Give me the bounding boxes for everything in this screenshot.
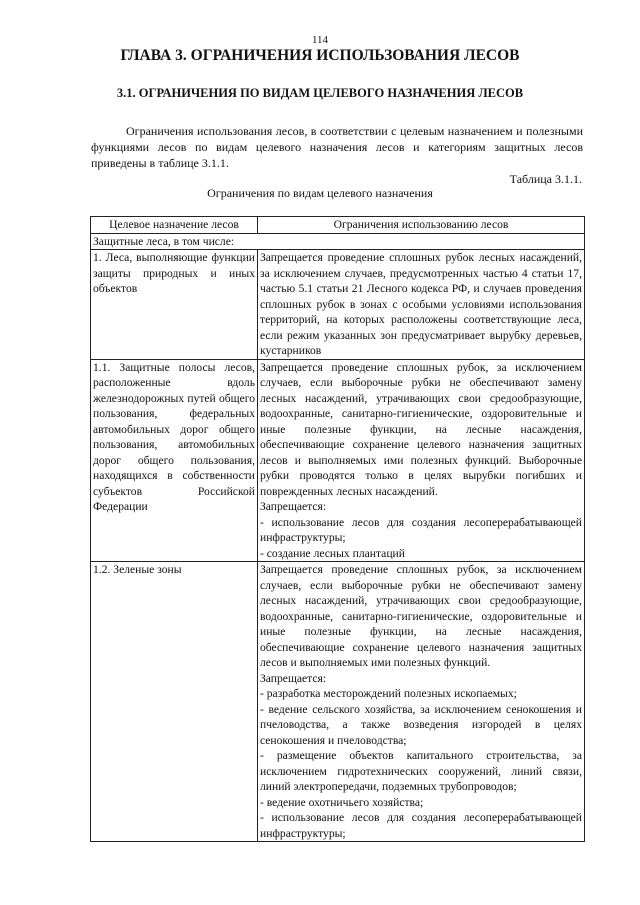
table-label: Таблица 3.1.1. [509, 172, 582, 186]
restriction-text: Запрещается проведение сплошных рубок, за исключением случаев, если выборочные рубки не обеспечивают замену лесных насаждений, утрачивающих свои средообразующие, водоохранные, санитарно-гигиенические, оздоровительные и иные полезные функции, на лесные насаждения, обеспечивающие сохранение целевого назначения защитных лесов и выполняемых ими полезных функций. Выборочные рубки проводятся только в целях вырубки погибших и поврежденных лесных насаждений. [260, 360, 582, 498]
header-restrictions: Ограничения использованию лесов [258, 217, 585, 234]
restriction-text: - создание лесных плантаций [260, 546, 405, 560]
restriction-text: Запрещается проведение сплошных рубок, за исключением случаев, если выборочные рубки не обеспечивают замену лесных насаждений, утрачивающих свои средообразующие, водоохранные, санитарно-гигиенические, оздоровительные и иные полезные функции, на лесные насаждения, обеспечивающие сохранение целевого назначения защитных лесов и выполняемых ими полезных функций. [260, 563, 582, 669]
restriction-text: - использование лесов для создания лесоперерабатывающей инфраструктуры; [260, 515, 582, 544]
restriction-text: Запрещается: [260, 500, 327, 513]
restrictions-cell [258, 562, 585, 842]
restrictions-cell [258, 250, 585, 360]
page-number: 114 [311, 34, 329, 46]
restriction-text: - ведение охотничьего хозяйства; [260, 795, 424, 809]
header-purpose: Целевое назначение лесов [91, 217, 258, 234]
table-row [91, 359, 585, 562]
restriction-text: - размещение объектов капитального строительства, за исключением гидротехнических сооружений, линий связи, линий электропередачи, подземных трубопроводов; [260, 749, 582, 793]
table-row [91, 562, 585, 842]
table-header-row [91, 217, 585, 234]
section-title: 3.1. ОГРАНИЧЕНИЯ ПО ВИДАМ ЦЕЛЕВОГО НАЗНАЧЕНИЯ ЛЕСОВ [116, 86, 524, 100]
table-row [91, 250, 585, 360]
restrictions-table [90, 216, 585, 842]
table-caption: Ограничения по видам целевого назначения [207, 186, 433, 200]
restriction-text: - использование лесов для создания лесоперерабатывающей инфраструктуры; [260, 811, 582, 840]
group-label: Защитные леса, в том числе: [91, 233, 585, 250]
restriction-text: - ведение сельского хозяйства, за исключением сенокошения и пчеловодства, а также возведения изгородей в целях сенокошения и пчеловодства; [260, 702, 582, 747]
purpose-cell: 1. Леса, выполняющие функции защиты природных и иных объектов [91, 250, 258, 360]
restrictions-cell [258, 359, 585, 562]
chapter-title: ГЛАВА 3. ОГРАНИЧЕНИЯ ИСПОЛЬЗОВАНИЯ ЛЕСОВ [120, 47, 520, 64]
intro-text: Ограничения использования лесов, в соответствии с целевым назначением и полезными функциями лесов по видам целевого назначения лесов и категориям защитных лесов приведены в таблице 3.1.1. [91, 124, 583, 170]
purpose-cell: 1.2. Зеленые зоны [91, 562, 258, 842]
purpose-cell: 1.1. Защитные полосы лесов, расположенные вдоль железнодорожных путей общего пользования, федеральных автомобильных дорог общего пользования, автомобильных дорог общего пользования, находящихся в собственности субъектов Российской Федерации [91, 359, 258, 562]
restriction-text: - разработка месторождений полезных ископаемых; [260, 687, 517, 700]
restriction-text: Запрещается проведение сплошных рубок лесных насаждений, за исключением случаев, предусмотренных частью 4 статьи 17, частью 5.1 статьи 21 Лесного кодекса РФ, и случаев проведения сплошных рубок в зонах с особыми условиями использования территорий, на которых расположены соответствующие леса, если режим указанных зон предусматривает вырубку деревьев, кустарников [260, 251, 582, 357]
intro-paragraph [91, 123, 583, 171]
restriction-text: Запрещается: [260, 671, 327, 685]
table-group-row [91, 233, 585, 250]
